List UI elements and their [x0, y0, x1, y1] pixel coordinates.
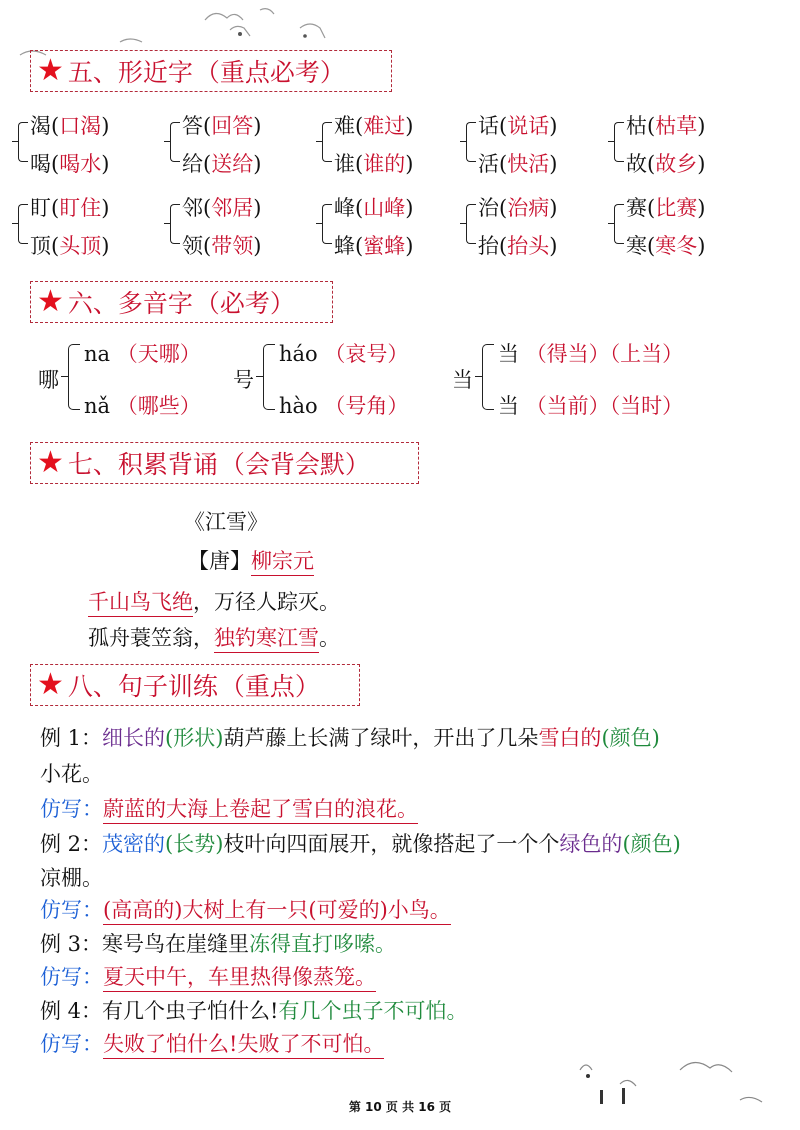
similar-pair: [18, 192, 168, 262]
poem-line-2: 孤舟蓑笠翁，独钓寒江雪。: [88, 622, 340, 652]
similar-pair: [614, 192, 764, 262]
poly-reading-2: nǎ （哪些）: [84, 394, 201, 418]
section-title: 六、多音字: [67, 289, 193, 318]
brace: [68, 344, 80, 410]
pair-bottom: 寒(寒冬): [626, 234, 706, 258]
star-icon: ★: [37, 53, 64, 88]
example-2: 例 2：茂密的(长势)枝叶向四面展开，就像搭起了一个个绿色的(颜色): [40, 832, 681, 856]
poly-reading-1: 当 （得当）（上当）: [498, 342, 684, 366]
brace: [482, 344, 494, 410]
poly-reading-2: 当 （当前）（当时）: [498, 394, 684, 418]
pair-top: 赛(比赛): [626, 196, 706, 220]
poem-title: 《江雪》: [184, 510, 268, 534]
similar-pair: [322, 192, 472, 262]
section-similar-characters-header: [30, 50, 392, 92]
polyphonic-hao: [233, 338, 453, 428]
pair-bottom: 顶(头顶): [30, 234, 110, 258]
similar-pair: [322, 110, 472, 180]
pair-bottom: 给(送给): [182, 152, 262, 176]
pair-bottom: 蜂(蜜蜂): [334, 234, 414, 258]
star-icon: ★: [37, 284, 64, 319]
brace: [170, 204, 180, 244]
page-footer: 第 10 页 共 16 页: [348, 1100, 452, 1114]
pair-bottom: 抬(抬头): [478, 234, 558, 258]
section-recitation-header: [30, 442, 419, 484]
poly-char: 哪: [38, 368, 59, 392]
poly-char: 号: [233, 368, 254, 392]
brace: [18, 204, 28, 244]
example-2-continued: 凉棚。: [40, 866, 103, 890]
imitation-4: 仿写：失败了怕什么!失败了不可怕。: [40, 1028, 384, 1058]
section-title: 七、积累背诵: [67, 450, 218, 479]
imitation-2: 仿写：(高高的)大树上有一只(可爱的)小鸟。: [40, 894, 451, 924]
similar-pair: [466, 110, 616, 180]
brace: [322, 122, 332, 162]
similar-pair: [18, 110, 168, 180]
polyphonic-na: [38, 338, 238, 428]
poem-author-line: 【唐】柳宗元: [188, 545, 314, 575]
poly-reading-2: hào （号角）: [279, 394, 409, 418]
section-note: （会背会默）: [219, 450, 370, 479]
star-icon: ★: [37, 445, 64, 480]
pair-top: 话(说话): [478, 114, 558, 138]
poly-reading-1: na （天哪）: [84, 342, 201, 366]
pair-top: 盯(盯住): [30, 196, 110, 220]
section-sentence-training-header: [30, 664, 360, 706]
poem-line-1: 千山鸟飞绝，万径人踪灭。: [88, 586, 340, 616]
pair-top: 峰(山峰): [334, 196, 414, 220]
brace: [18, 122, 28, 162]
similar-pair: [170, 192, 320, 262]
poly-char: 当: [452, 368, 473, 392]
brace: [170, 122, 180, 162]
brace: [322, 204, 332, 244]
example-3: 例 3：寒号鸟在崖缝里冻得直打哆嗦。: [40, 932, 397, 956]
similar-pair: [466, 192, 616, 262]
section-polyphonic-header: [30, 281, 333, 323]
similar-pair: [170, 110, 320, 180]
star-icon: ★: [37, 667, 64, 702]
brace: [466, 122, 476, 162]
brace: [614, 122, 624, 162]
pair-top: 答(回答): [182, 114, 262, 138]
section-title: 五、形近字: [67, 58, 193, 87]
imitation-1: 仿写：蔚蓝的大海上卷起了雪白的浪花。: [40, 793, 418, 823]
pair-top: 枯(枯草): [626, 114, 706, 138]
section-note: （重点）: [219, 672, 320, 701]
section-title: 八、句子训练: [67, 672, 218, 701]
pair-bottom: 谁(谁的): [334, 152, 414, 176]
pair-top: 邻(邻居): [182, 196, 262, 220]
section-note: （必考）: [194, 289, 295, 318]
pair-top: 渴(口渴): [30, 114, 110, 138]
pair-top: 难(难过): [334, 114, 414, 138]
example-4: 例 4：有几个虫子怕什么!有几个虫子不可怕。: [40, 999, 468, 1023]
brace: [466, 204, 476, 244]
example-1-continued: 小花。: [40, 762, 103, 786]
imitation-3: 仿写：夏天中午，车里热得像蒸笼。: [40, 961, 376, 991]
section-note: （重点必考）: [194, 58, 345, 87]
similar-pair: [614, 110, 764, 180]
pair-bottom: 故(故乡): [626, 152, 706, 176]
poem-author: 柳宗元: [251, 549, 314, 576]
example-1: 例 1：细长的(形状)葫芦藤上长满了绿叶，开出了几朵雪白的(颜色): [40, 726, 660, 750]
polyphonic-dang: [452, 338, 752, 428]
pair-bottom: 领(带领): [182, 234, 262, 258]
pair-top: 治(治病): [478, 196, 558, 220]
pair-bottom: 喝(喝水): [30, 152, 110, 176]
poly-reading-1: háo （哀号）: [279, 342, 409, 366]
pair-bottom: 活(快活): [478, 152, 558, 176]
brace: [263, 344, 275, 410]
brace: [614, 204, 624, 244]
